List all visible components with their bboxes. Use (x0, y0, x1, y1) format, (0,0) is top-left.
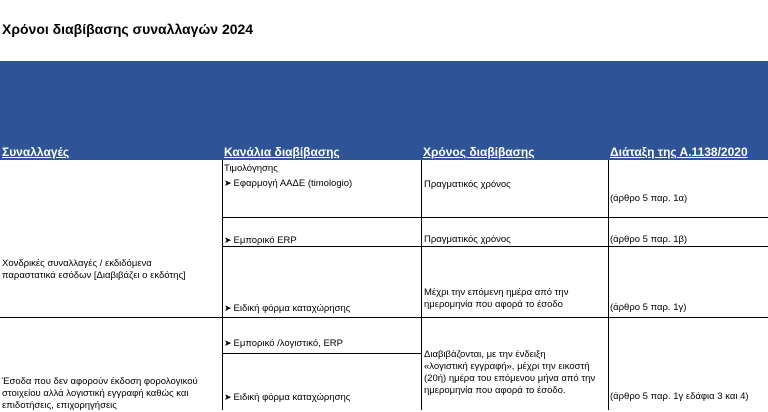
time-cell (424, 287, 568, 311)
channel-prefix: Τιμολόγησης (224, 163, 278, 174)
row-divider (222, 246, 768, 247)
header-channels: Κανάλια διαβίβασης (224, 145, 340, 159)
transaction-line: Έσοδα που δεν αφορούν έκδοση φορολογικού (2, 376, 198, 387)
transaction-cell (2, 376, 198, 412)
page-title: Χρόνοι διαβίβασης συναλλαγών 2024 (2, 21, 254, 37)
channel-item: ➤ Εμπορικό ERP (224, 234, 297, 247)
header-cell-transactions (0, 61, 222, 160)
header-transactions: Συναλλαγές (2, 145, 70, 159)
provision-cell: (άρθρο 5 παρ. 1γ) (610, 302, 687, 313)
time-cell (424, 349, 595, 397)
provision-cell: (άρθρο 5 παρ. 1γ εδάφια 3 και 4) (610, 391, 749, 402)
time-line: Μέχρι την επόμενη ημέρα από την (424, 287, 569, 298)
transmission-table (0, 61, 768, 410)
transaction-cell (2, 258, 186, 282)
time-line: «λογιστική εγγραφή», μέχρι την εικοστή (424, 361, 590, 372)
time-cell: Πραγματικός χρόνος (424, 234, 511, 245)
channel-item: ➤ Ειδική φόρμα καταχώρησης (224, 391, 350, 404)
provision-cell: (άρθρο 5 παρ. 1α) (610, 193, 688, 204)
row-divider (222, 217, 768, 218)
header-provision: Διάταξη της Α.1138/2020 (610, 145, 748, 159)
channel-item: ➤ Ειδική φόρμα καταχώρησης (224, 302, 350, 315)
time-line: Διαβιβάζονται, με την ένδειξη (424, 349, 546, 360)
col-divider (222, 160, 223, 410)
header-cell-time (421, 61, 608, 160)
time-line: ημερομηνία που αφορά το έσοδο (424, 299, 563, 310)
header-cell-channels (222, 61, 421, 160)
provision-cell: (άρθρο 5 παρ. 1β) (610, 234, 688, 245)
header-cell-provision (608, 61, 768, 160)
transaction-line: παραστατικά εσόδων [Διαβιβάζει ο εκδότης] (2, 270, 186, 281)
row-divider (0, 317, 768, 318)
transaction-line: επιδοτήσεις, επιχορηγήσεις (2, 400, 117, 411)
transaction-line: στοιχείου αλλά λογιστική εγγραφή καθώς και (2, 388, 189, 399)
channel-item: ➤ Εμπορικό /λογιστικό, ERP (224, 337, 343, 350)
time-cell: Πραγματικός χρόνος (424, 179, 511, 190)
col-divider (608, 160, 609, 410)
col-divider (421, 160, 422, 410)
channel-item: ➤ Εφαρμογή ΑΑΔΕ (timologio) (224, 177, 352, 190)
time-line: ημερομηνία που αφορά το έσοδο. (424, 385, 566, 396)
time-line: (20ή) ημέρα του επόμενου μήνα από την (424, 373, 596, 384)
transaction-line: Χονδρικές συναλλαγές / εκδιδόμενα (2, 258, 152, 269)
header-time: Χρόνος διαβίβασης (423, 145, 535, 159)
row-divider (222, 353, 421, 354)
